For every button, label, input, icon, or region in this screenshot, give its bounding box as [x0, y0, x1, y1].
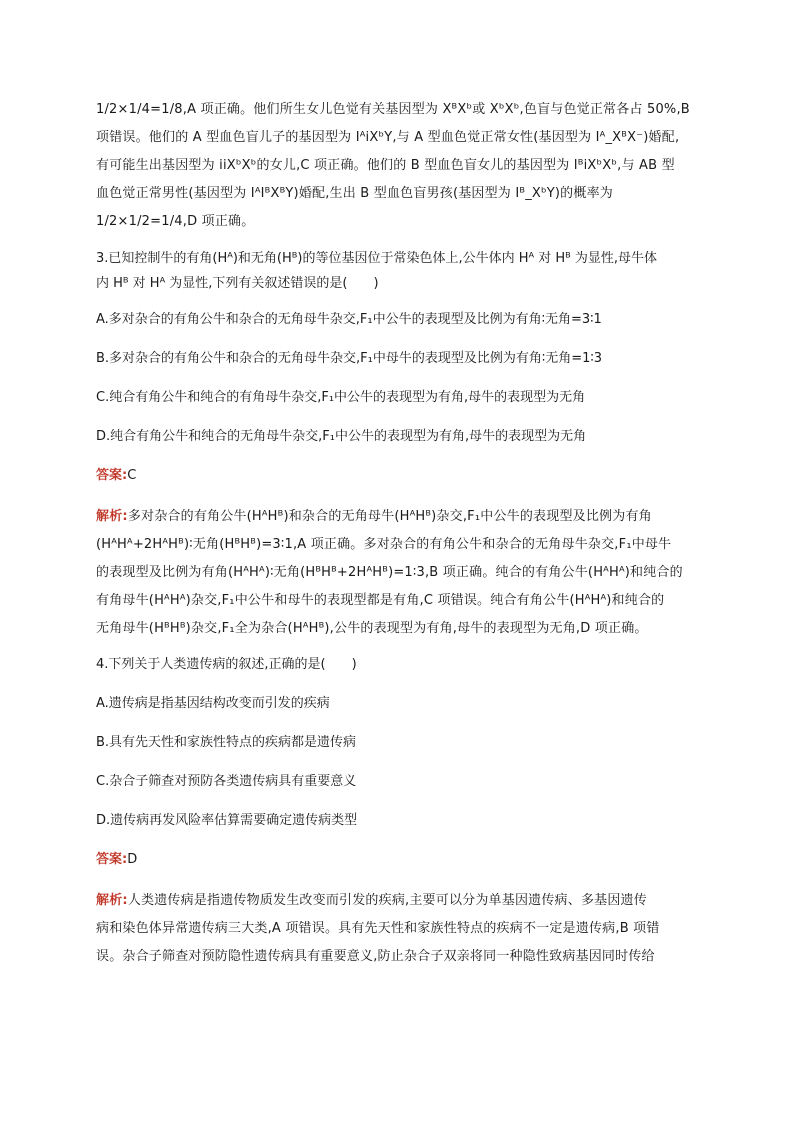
- analysis-line: 病和染色体异常遗传病三大类,A 项错误。具有先天性和家族性特点的疾病不一定是遗传病,B 项错: [96, 921, 660, 936]
- analysis-line: (HᴬHᴬ+2HᴬHᴮ)∶无角(HᴮHᴮ)=3∶1,A 项正确。多对杂合的有角公牛和杂合的无角母牛杂交,F₁中母牛: [96, 537, 672, 552]
- text-line: 血色觉正常男性(基因型为 IᴬIᴮXᴮY)婚配,生出 B 型血色盲男孩(基因型为 Iᴮ_XᵇY)的概率为: [96, 186, 613, 201]
- question-stem: 4.下列关于人类遗传病的叙述,正确的是( ): [96, 657, 357, 672]
- option-a: A.多对杂合的有角公牛和杂合的无角母牛杂交,F₁中公牛的表现型及比例为有角∶无角=3∶1: [96, 312, 602, 327]
- option-b: B.多对杂合的有角公牛和杂合的无角母牛杂交,F₁中母牛的表现型及比例为有角∶无角=1∶3: [96, 351, 603, 366]
- answer-line: [96, 850, 706, 870]
- answer-label: 答案:: [96, 468, 128, 483]
- option-c: C.纯合有角公牛和纯合的有角母牛杂交,F₁中公牛的表现型为有角,母牛的表现型为无角: [96, 390, 586, 405]
- analysis-label: 解析:: [96, 509, 128, 524]
- question-stem: [96, 246, 706, 296]
- question-4: [96, 655, 706, 971]
- analysis-label: 解析:: [96, 893, 128, 908]
- analysis-line: 有角母牛(HᴬHᴬ)杂交,F₁中公牛和母牛的表现型都是有角,C 项错误。纯合有角公牛(HᴬHᴬ)和纯合的: [96, 593, 665, 608]
- answer-value: D: [127, 852, 138, 867]
- text-line: 项错误。他们的 A 型血色盲儿子的基因型为 IᴬiXᵇY,与 A 型血色觉正常女性(基因型为 Iᴬ_XᴮX⁻)婚配,: [96, 130, 680, 145]
- text-line: 1/2×1/2=1/4,D 项正确。: [96, 214, 255, 229]
- option-d: D.纯合有角公牛和纯合的无角母牛杂交,F₁中公牛的表现型为有角,母牛的表现型为无角: [96, 429, 587, 444]
- option-a: A.遗传病是指基因结构改变而引发的疾病: [96, 696, 330, 711]
- option-b: B.具有先天性和家族性特点的疾病都是遗传病: [96, 735, 357, 750]
- stem-line: 3.已知控制牛的有角(Hᴬ)和无角(Hᴮ)的等位基因位于常染色体上,公牛体内 Hᴬ 对 Hᴮ 为显性,母牛体: [96, 251, 658, 266]
- text-line: 1/2×1/4=1/8,A 项正确。他们所生女儿色觉有关基因型为 XᴮXᵇ或 XᵇXᵇ,色盲与色觉正常各占 50%,B: [96, 102, 690, 117]
- question-3: [96, 246, 706, 643]
- analysis-line: 无角母牛(HᴮHᴮ)杂交,F₁全为杂合(HᴬHᴮ),公牛的表现型为有角,母牛的表现型为无角,D 项正确。: [96, 621, 648, 636]
- analysis-text: 人类遗传病是指遗传物质发生改变而引发的疾病,主要可以分为单基因遗传病、多基因遗传: [127, 893, 647, 908]
- answer-line: [96, 466, 706, 486]
- answer-value: C: [127, 468, 137, 483]
- stem-line: 内 Hᴮ 对 Hᴬ 为显性,下列有关叙述错误的是( ): [96, 276, 379, 291]
- analysis-line: [96, 503, 706, 531]
- analysis-line: [96, 887, 706, 915]
- analysis-block: [96, 887, 706, 971]
- analysis-line: 的表现型及比例为有角(HᴬHᴬ)∶无角(HᴮHᴮ+2HᴬHᴮ)=1∶3,B 项正确。纯合的有角公牛(HᴬHᴬ)和纯合的: [96, 565, 683, 580]
- option-c: C.杂合子筛查对预防各类遗传病具有重要意义: [96, 774, 357, 789]
- answer-label: 答案:: [96, 852, 128, 867]
- analysis-line: 误。杂合子筛查对预防隐性遗传病具有重要意义,防止杂合子双亲将同一种隐性致病基因同时传给: [96, 949, 655, 964]
- text-line: 有可能生出基因型为 iiXᵇXᵇ的女儿,C 项正确。他们的 B 型血色盲女儿的基因型为 IᴮiXᵇXᵇ,与 AB 型: [96, 158, 675, 173]
- analysis-block: [96, 503, 706, 643]
- analysis-text: 多对杂合的有角公牛(HᴬHᴮ)和杂合的无角母牛(HᴬHᴮ)杂交,F₁中公牛的表现型及比例为有角: [127, 509, 652, 524]
- option-d: D.遗传病再发风险率估算需要确定遗传病类型: [96, 813, 358, 828]
- document-page: [96, 96, 706, 971]
- previous-analysis-continuation: [96, 96, 706, 236]
